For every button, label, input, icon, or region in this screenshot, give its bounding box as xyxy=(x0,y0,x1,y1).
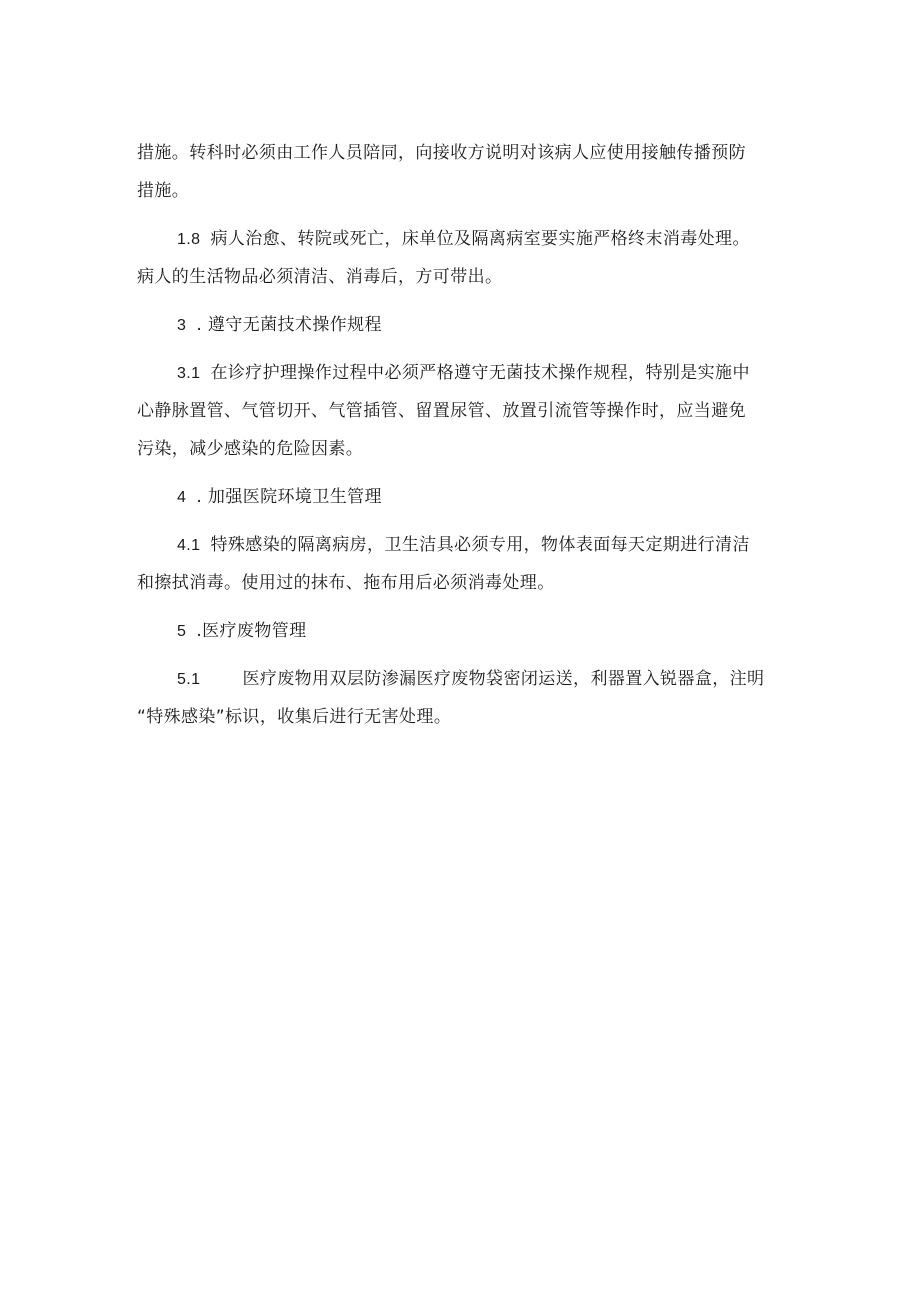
text-line: 医疗废物用双层防渗漏医疗废物袋密闭运送，利器置入锐器盒，注明 xyxy=(242,669,765,689)
document-body xyxy=(137,134,799,736)
section-number: 3.1 xyxy=(177,365,201,382)
section-number: 5 xyxy=(177,623,187,640)
section-number: 1.8 xyxy=(177,231,201,248)
section-number: 4 xyxy=(177,489,187,506)
paragraph-3-1 xyxy=(137,354,799,468)
heading-5 xyxy=(137,612,799,650)
section-number: 4.1 xyxy=(177,537,201,554)
heading-text: . 加强医院环境卫生管理 xyxy=(196,487,382,507)
paragraph-4-1 xyxy=(137,526,799,602)
text-line: 污染，减少感染的危险因素。 xyxy=(137,439,364,459)
heading-text: . 遵守无菌技术操作规程 xyxy=(196,315,382,335)
text-line: 和擦拭消毒。使用过的抹布、拖布用后必须消毒处理。 xyxy=(137,573,555,593)
text-line: “特殊感染”标识，收集后进行无害处理。 xyxy=(137,707,452,727)
text-line: 特殊感染的隔离病房，卫生洁具必须专用，物体表面每天定期进行清洁 xyxy=(210,535,750,555)
text-line: 在诊疗护理操作过程中必须严格遵守无菌技术操作规程，特别是实施中 xyxy=(210,363,750,383)
text-line: 心静脉置管、气管切开、气管插管、留置尿管、放置引流管等操作时，应当避免 xyxy=(137,401,746,421)
text-line: 措施。转科时必须由工作人员陪同，向接收方说明对该病人应使用接触传播预防 xyxy=(137,143,746,163)
text-line: 病人治愈、转院或死亡，床单位及隔离病室要实施严格终末消毒处理。 xyxy=(210,229,750,249)
heading-3 xyxy=(137,306,799,344)
section-number: 5.1 xyxy=(177,671,201,688)
paragraph-5-1 xyxy=(137,660,799,736)
section-number: 3 xyxy=(177,317,187,334)
text-line: 措施。 xyxy=(137,181,190,201)
paragraph-1-8 xyxy=(137,220,799,296)
heading-text: .医疗废物管理 xyxy=(196,621,307,641)
heading-4 xyxy=(137,478,799,516)
paragraph-continued xyxy=(137,134,799,210)
text-line: 病人的生活物品必须清洁、消毒后，方可带出。 xyxy=(137,267,503,287)
